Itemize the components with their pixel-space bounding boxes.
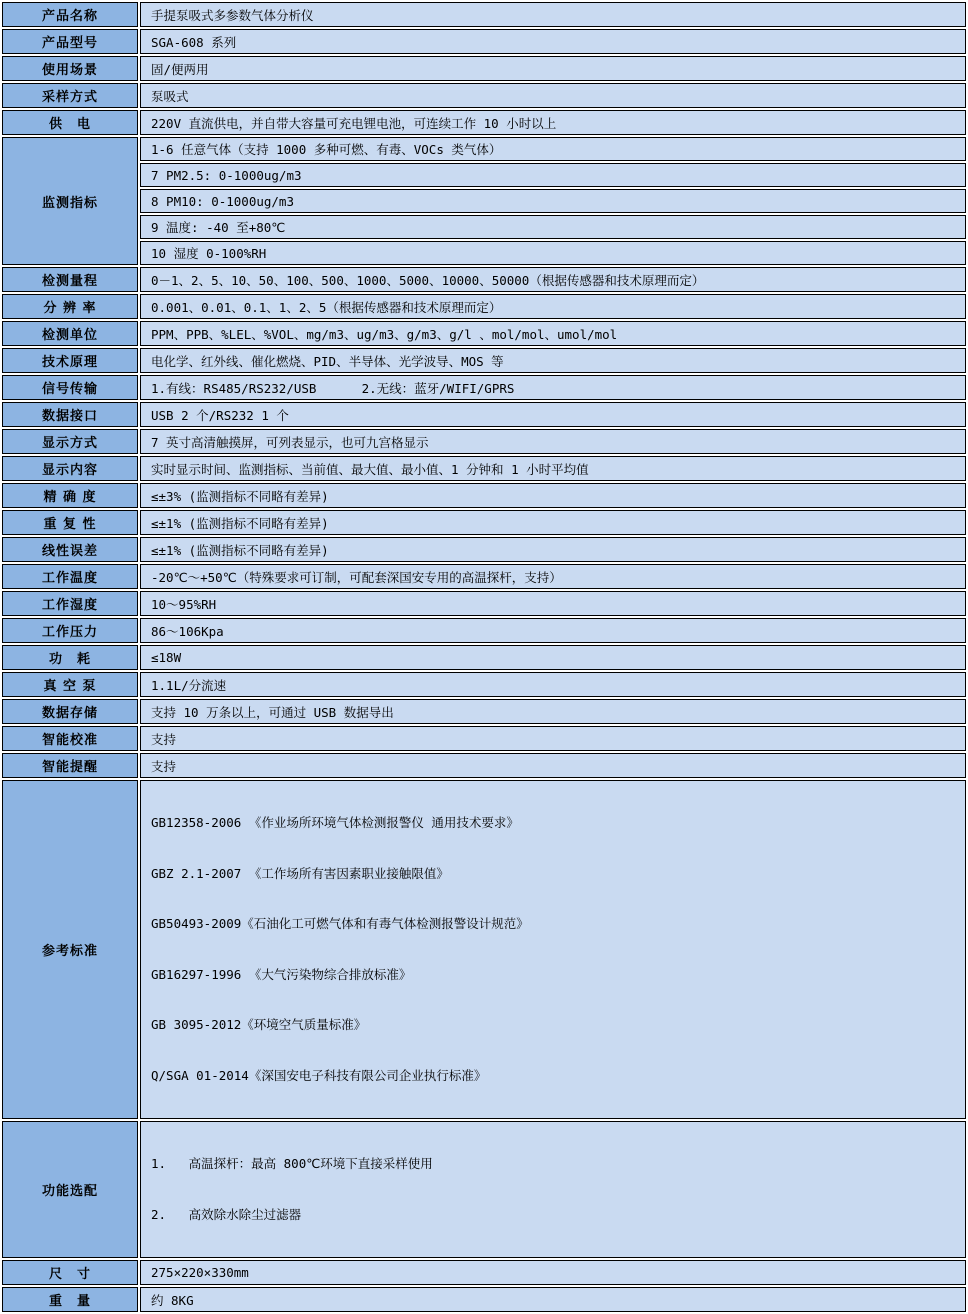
spec-value: 8 PM10: 0-1000ug/m3 xyxy=(140,189,966,213)
table-row xyxy=(2,137,966,161)
spec-label: 数据存储 xyxy=(2,699,138,724)
table-row xyxy=(2,348,966,373)
spec-label: 工作压力 xyxy=(2,618,138,643)
table-row xyxy=(2,56,966,81)
spec-label: 检测单位 xyxy=(2,321,138,346)
table-row xyxy=(2,618,966,643)
spec-value: 10 湿度 0-100%RH xyxy=(140,241,966,265)
table-row xyxy=(2,294,966,319)
spec-value: 电化学、红外线、催化燃烧、PID、半导体、光学波导、MOS 等 xyxy=(140,348,966,373)
spec-label-optional-features: 功能选配 xyxy=(2,1121,138,1258)
standard-line: GB 3095-2012《环境空气质量标准》 xyxy=(151,1017,367,1032)
spec-label: 产品名称 xyxy=(2,2,138,27)
spec-value: 支持 xyxy=(140,726,966,751)
spec-value: 固/便两用 xyxy=(140,56,966,81)
spec-value: 1.1L/分流速 xyxy=(140,672,966,697)
spec-value: 220V 直流供电，并自带大容量可充电锂电池，可连续工作 10 小时以上 xyxy=(140,110,966,135)
spec-label: 重 量 xyxy=(2,1287,138,1312)
spec-value: ≤18W xyxy=(140,645,966,670)
standard-line: GB50493-2009《石油化工可燃气体和有毒气体检测报警设计规范》 xyxy=(151,916,529,931)
table-row xyxy=(2,699,966,724)
option-line: 1. 高温探杆：最高 800℃环境下直接采样使用 xyxy=(151,1156,433,1171)
spec-label: 产品型号 xyxy=(2,29,138,54)
table-row xyxy=(2,780,966,1119)
spec-value: ≤±1% (监测指标不同略有差异) xyxy=(140,537,966,562)
spec-value: SGA-608 系列 xyxy=(140,29,966,54)
table-row xyxy=(2,1287,966,1312)
table-row xyxy=(2,1260,966,1285)
spec-label: 线性误差 xyxy=(2,537,138,562)
spec-value-optional-features xyxy=(140,1121,966,1258)
spec-label: 功 耗 xyxy=(2,645,138,670)
spec-label: 工作湿度 xyxy=(2,591,138,616)
spec-value: 支持 10 万条以上，可通过 USB 数据导出 xyxy=(140,699,966,724)
spec-value: 0－1、2、5、10、50、100、500、1000、5000、10000、50000（根据传感器和技术原理而定） xyxy=(140,267,966,292)
table-row xyxy=(2,110,966,135)
table-row xyxy=(2,483,966,508)
option-line: 2. 高效除水除尘过滤器 xyxy=(151,1206,302,1222)
table-row xyxy=(2,645,966,670)
table-row xyxy=(2,29,966,54)
table-row xyxy=(2,402,966,427)
standard-line: GBZ 2.1-2007 《工作场所有害因素职业接触限值》 xyxy=(151,865,449,881)
table-row xyxy=(2,456,966,481)
table-row xyxy=(2,564,966,589)
table-row xyxy=(2,2,966,27)
spec-value: 275×220×330mm xyxy=(140,1260,966,1285)
spec-label: 真 空 泵 xyxy=(2,672,138,697)
table-row xyxy=(2,267,966,292)
table-row xyxy=(2,510,966,535)
spec-label: 信号传输 xyxy=(2,375,138,400)
table-row xyxy=(2,753,966,778)
table-row xyxy=(2,241,966,265)
spec-value: 9 温度: -40 至+80℃ xyxy=(140,215,966,239)
spec-value: -20℃～+50℃（特殊要求可订制，可配套深国安专用的高温探杆，支持） xyxy=(140,564,966,589)
table-row xyxy=(2,672,966,697)
spec-value: ≤±1% (监测指标不同略有差异) xyxy=(140,510,966,535)
spec-label: 供 电 xyxy=(2,110,138,135)
spec-label: 采样方式 xyxy=(2,83,138,108)
spec-label: 数据接口 xyxy=(2,402,138,427)
spec-value: 1.有线：RS485/RS232/USB 2.无线：蓝牙/WIFI/GPRS xyxy=(140,375,966,400)
table-row xyxy=(2,591,966,616)
spec-value: 手提泵吸式多参数气体分析仪 xyxy=(140,2,966,27)
spec-value: 1-6 任意气体（支持 1000 多种可燃、有毒、VOCs 类气体） xyxy=(140,137,966,161)
standard-line: GB16297-1996 《大气污染物综合排放标准》 xyxy=(151,966,412,982)
table-row xyxy=(2,375,966,400)
spec-value-reference-standards xyxy=(140,780,966,1119)
table-row xyxy=(2,83,966,108)
table-row xyxy=(2,429,966,454)
table-row xyxy=(2,726,966,751)
standard-line: Q/SGA 01-2014《深国安电子科技有限公司企业执行标准》 xyxy=(151,1067,487,1083)
spec-value: 7 PM2.5: 0-1000ug/m3 xyxy=(140,163,966,187)
spec-label: 分 辨 率 xyxy=(2,294,138,319)
spec-label-monitoring-indicators: 监测指标 xyxy=(2,137,138,265)
spec-value: 86～106Kpa xyxy=(140,618,966,643)
table-row xyxy=(2,163,966,187)
spec-label: 显示方式 xyxy=(2,429,138,454)
spec-value: 实时显示时间、监测指标、当前值、最大值、最小值、1 分钟和 1 小时平均值 xyxy=(140,456,966,481)
standard-line: GB12358-2006 《作业场所环境气体检测报警仪 通用技术要求》 xyxy=(151,815,519,830)
spec-value: 10～95%RH xyxy=(140,591,966,616)
spec-value: 泵吸式 xyxy=(140,83,966,108)
spec-label: 精 确 度 xyxy=(2,483,138,508)
spec-label: 显示内容 xyxy=(2,456,138,481)
spec-value: PPM、PPB、%LEL、%VOL、mg/m3、ug/m3、g/m3、g/l 、mol/mol、umol/mol xyxy=(140,321,966,346)
spec-label: 使用场景 xyxy=(2,56,138,81)
spec-label: 重 复 性 xyxy=(2,510,138,535)
spec-value: ≤±3% (监测指标不同略有差异) xyxy=(140,483,966,508)
spec-label: 尺 寸 xyxy=(2,1260,138,1285)
spec-value: 支持 xyxy=(140,753,966,778)
table-row xyxy=(2,189,966,213)
spec-label-reference-standards: 参考标准 xyxy=(2,780,138,1119)
table-row xyxy=(2,537,966,562)
spec-label: 智能校准 xyxy=(2,726,138,751)
spec-label: 技术原理 xyxy=(2,348,138,373)
spec-value: USB 2 个/RS232 1 个 xyxy=(140,402,966,427)
table-row xyxy=(2,215,966,239)
table-row xyxy=(2,321,966,346)
spec-value: 7 英寸高清触摸屏，可列表显示，也可九宫格显示 xyxy=(140,429,966,454)
spec-label: 工作温度 xyxy=(2,564,138,589)
spec-value: 0.001、0.01、0.1、1、2、5（根据传感器和技术原理而定） xyxy=(140,294,966,319)
spec-label: 智能提醒 xyxy=(2,753,138,778)
table-row xyxy=(2,1121,966,1258)
spec-value: 约 8KG xyxy=(140,1287,966,1312)
spec-label: 检测量程 xyxy=(2,267,138,292)
